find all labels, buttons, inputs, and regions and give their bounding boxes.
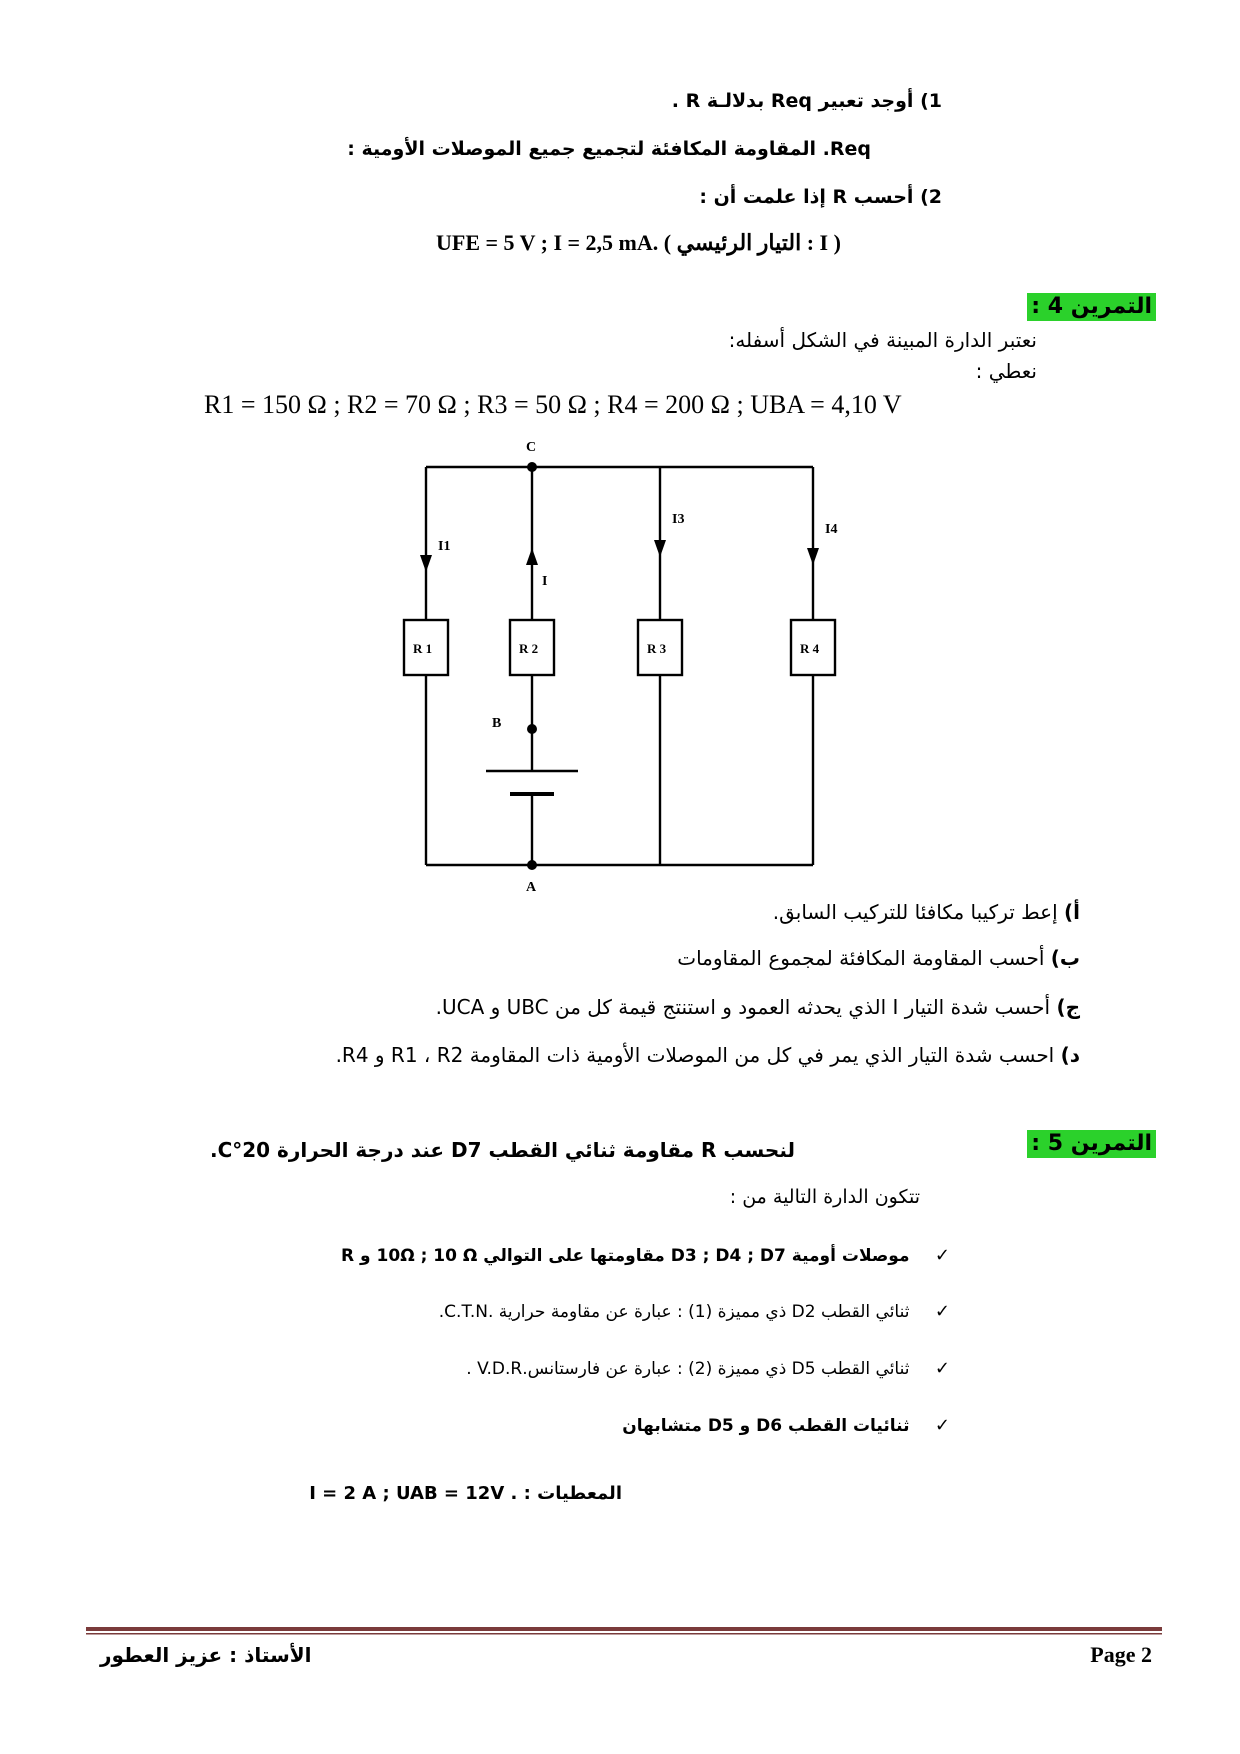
check-icon: ✓ bbox=[934, 1415, 950, 1436]
exercise-4-item-d bbox=[336, 1043, 1080, 1067]
exercise-4-values: R1 = 150 Ω ; R2 = 70 Ω ; R3 = 50 Ω ; R4 = 200 Ω ; UBA = 4,10 V bbox=[204, 390, 902, 419]
circuit-diagram bbox=[380, 435, 860, 895]
footer-rule-thick bbox=[86, 1627, 1162, 1631]
exercise-4-intro: نعتبر الدارة المبينة في الشكل أسفله: bbox=[728, 328, 1037, 352]
r2-label: R 2 bbox=[519, 641, 539, 656]
footer-rule bbox=[86, 1627, 1162, 1635]
i4-arrow-icon bbox=[807, 548, 819, 565]
i4-label: I4 bbox=[825, 522, 838, 537]
question-2-number: 2) bbox=[920, 186, 942, 208]
node-c-dot bbox=[527, 462, 537, 472]
i1-label: I1 bbox=[438, 539, 451, 554]
exercise-5-label: التمرين 5 : bbox=[1027, 1130, 1156, 1158]
bullet-text: ثنائي القطب D5 ذي مميزة (2) : عبارة عن فارستانس.V.D.R . bbox=[466, 1359, 910, 1379]
i1-arrow-icon bbox=[420, 555, 432, 572]
item-b-text: أحسب المقاومة المكافئة لمجموع المقاومات bbox=[677, 946, 1045, 970]
item-c-text: أحسب شدة التيار I الذي يحدثه العمود و استنتج قيمة كل من UBC و UCA. bbox=[435, 995, 1051, 1019]
node-a-label: A bbox=[526, 880, 537, 895]
r1-label: R 1 bbox=[413, 641, 433, 656]
check-icon: ✓ bbox=[934, 1301, 950, 1322]
question-1-text: أوجد تعبير Req بدلالـة R . bbox=[671, 90, 914, 112]
bullet-item bbox=[439, 1301, 950, 1322]
given-ufe-line: UFE = 5 V ; I = 2,5 mA. ( التيار الرئيسي : I ) bbox=[436, 230, 841, 255]
item-a-text: إعط تركيبا مكافئا للتركيب السابق. bbox=[772, 900, 1058, 924]
bullet-text: موصلات أومية D3 ; D4 ; D7 مقاومتها على التوالي 10Ω ; 10 Ω و R bbox=[341, 1246, 910, 1266]
i3-label: I3 bbox=[672, 512, 685, 527]
i3-arrow-icon bbox=[654, 540, 666, 557]
question-1 bbox=[672, 90, 942, 112]
question-2 bbox=[699, 186, 942, 208]
item-c-mark: ج) bbox=[1056, 995, 1080, 1019]
node-b-label: B bbox=[492, 716, 502, 731]
exercise-4-item-b bbox=[677, 946, 1080, 970]
bullet-item bbox=[622, 1415, 950, 1436]
bullet-item bbox=[466, 1358, 950, 1379]
exercise-4-item-c bbox=[436, 995, 1080, 1019]
exercise-5-data-line: المعطيات : . I = 2 A ; UAB = 12V bbox=[309, 1483, 622, 1504]
check-icon: ✓ bbox=[934, 1245, 950, 1266]
exercise-4-label: التمرين 4 : bbox=[1027, 293, 1156, 321]
exercise-5-title: لنحسب R مقاومة ثنائي القطب D7 عند درجة الحرارة 20°C. bbox=[209, 1138, 795, 1162]
exercise-5-intro: تتكون الدارة التالية من : bbox=[729, 1186, 920, 1208]
bullet-text: ثنائيات القطب D6 و D5 متشابهان bbox=[622, 1416, 910, 1436]
node-c-label: C bbox=[526, 440, 537, 455]
i-arrow-icon bbox=[526, 548, 538, 565]
item-b-mark: ب) bbox=[1050, 946, 1080, 970]
item-d-text: احسب شدة التيار الذي يمر في كل من الموصلات الأومية ذات المقاومة R1 ، R2 و R4. bbox=[335, 1043, 1055, 1067]
page-number: Page 2 bbox=[1090, 1642, 1152, 1667]
req-definition: Req. المقاومة المكافئة لتجميع جميع الموصلات الأومية : bbox=[347, 138, 871, 160]
question-1-number: 1) bbox=[920, 90, 942, 112]
check-icon: ✓ bbox=[934, 1358, 950, 1379]
node-a-dot bbox=[527, 860, 537, 870]
bullet-item bbox=[341, 1245, 950, 1266]
teacher-name: الأستاذ : عزيز العطور bbox=[100, 1643, 312, 1667]
bullet-text: ثنائي القطب D2 ذي مميزة (1) : عبارة عن مقاومة حرارية .C.T.N. bbox=[438, 1302, 910, 1322]
node-b-dot bbox=[527, 724, 537, 734]
i-label: I bbox=[542, 574, 548, 589]
exercise-4-given-word: نعطي : bbox=[975, 359, 1037, 383]
exercise-4-item-a bbox=[773, 900, 1080, 924]
footer-rule-thin bbox=[86, 1633, 1162, 1635]
item-d-mark: د) bbox=[1060, 1043, 1080, 1067]
item-a-mark: أ) bbox=[1064, 900, 1080, 924]
r4-label: R 4 bbox=[800, 641, 820, 656]
r3-label: R 3 bbox=[647, 641, 667, 656]
question-2-text: أحسب R إذا علمت أن : bbox=[699, 186, 914, 208]
